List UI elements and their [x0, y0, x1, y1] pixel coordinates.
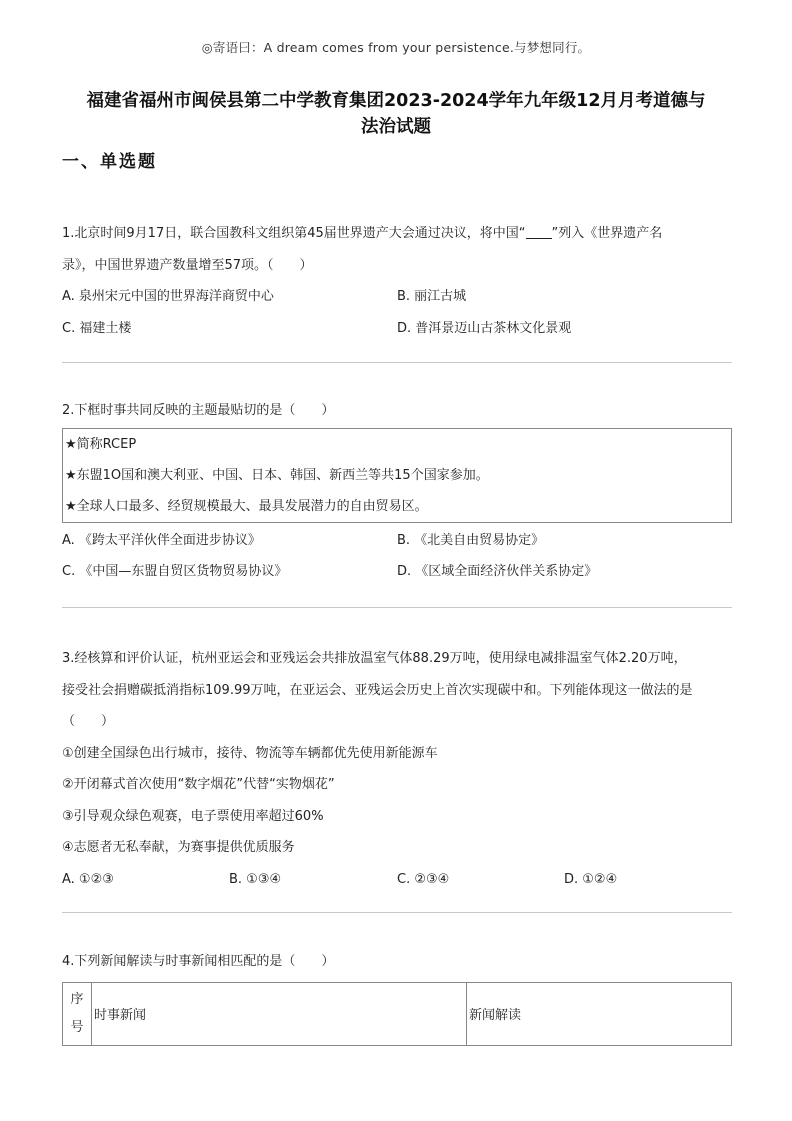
page-motto: ◎寄语曰：A dream comes from your persistence.与梦想同行。 — [201, 40, 591, 55]
info-box-line-2: ★东盟1O国和澳大利亚、中国、日本、韩国、新西兰等共15个国家参加。 — [65, 467, 489, 483]
question-1-option-a[interactable]: A. 泉州宋元中国的世界海洋商贸中心 — [62, 289, 274, 304]
question-2-options-row-2 — [62, 556, 732, 588]
question-2-option-c[interactable]: C. 《中国—东盟自贸区货物贸易协议》 — [62, 564, 288, 579]
title-line-2: 法治试题 — [361, 117, 431, 137]
question-3-option-a[interactable]: A. ①②③ — [62, 871, 114, 887]
question-1-stem-part-b: ”列入《世界遗产名 — [551, 226, 663, 241]
question-3-option-d[interactable]: D. ①②④ — [564, 871, 618, 887]
question-1-stem-line-1 — [62, 218, 732, 250]
question-4 — [62, 946, 732, 1046]
divider — [62, 912, 732, 913]
question-3-item-3: ③引导观众绿色观赛，电子票使用率超过60% — [62, 808, 324, 824]
column-header-news: 时事新闻 — [92, 982, 467, 1045]
section-heading: 一、单选题 — [62, 152, 157, 172]
question-2-option-a[interactable]: A. 《跨太平洋伙伴全面进步协议》 — [62, 532, 261, 548]
question-1-option-d[interactable]: D. 普洱景迈山古茶林文化景观 — [397, 320, 572, 336]
question-2 — [62, 395, 732, 588]
question-2-option-d[interactable]: D. 《区域全面经济伙伴关系协定》 — [397, 564, 598, 579]
question-1-stem-line-2: 录》，中国世界遗产数量增至57项。（ ） — [62, 257, 313, 273]
question-3-stem-line-1: 3.经核算和评价认证，杭州亚运会和亚残运会共排放温室气体88.29万吨，使用绿电减排温室气体2.20万吨， — [62, 651, 687, 666]
seq-header-line-2: 号 — [70, 1019, 84, 1035]
question-1 — [62, 218, 732, 344]
document-title — [50, 88, 742, 140]
column-header-interpretation: 新闻解读 — [467, 982, 732, 1045]
question-3-item-4: ④志愿者无私奉献，为赛事提供优质服务 — [62, 840, 295, 855]
question-3-options-row — [62, 864, 732, 896]
question-3-option-c[interactable]: C. ②③④ — [397, 871, 450, 887]
question-2-options-row-1 — [62, 525, 732, 557]
question-1-options-row-1 — [62, 281, 732, 313]
question-3-item-2: ②开闭幕式首次使用“数字烟花”代替“实物烟花” — [62, 777, 335, 792]
question-2-stem: 2.下框时事共同反映的主题最贴切的是（ ） — [62, 403, 335, 418]
column-header-seq — [63, 982, 92, 1045]
divider — [62, 362, 732, 363]
divider — [62, 607, 732, 608]
question-4-stem: 4.下列新闻解读与时事新闻相匹配的是（ ） — [62, 954, 335, 969]
question-3-item-1: ①创建全国绿色出行城市，接待、物流等车辆都优先使用新能源车 — [62, 745, 438, 761]
question-2-info-box — [62, 428, 732, 523]
seq-header-line-1: 序 — [70, 991, 84, 1007]
answer-blank — [526, 224, 552, 239]
news-table — [62, 982, 732, 1046]
question-1-stem-part-a: 1.北京时间9月17日，联合国教科文组织第45届世界遗产大会通过决议，将中国“ — [62, 226, 526, 241]
question-3-stem-line-3: （ ） — [62, 714, 115, 729]
question-1-option-c[interactable]: C. 福建土楼 — [62, 320, 132, 336]
question-3-stem-line-2: 接受社会捐赠碳抵消指标109.99万吨，在亚运会、亚残运会历史上首次实现碳中和。下列能体现这一做法的是 — [62, 682, 693, 698]
title-line-1: 福建省福州市闽侯县第二中学教育集团2023-2024学年九年级12月月考道德与 — [86, 91, 706, 111]
question-1-options-row-2 — [62, 313, 732, 345]
question-2-option-b[interactable]: B. 《北美自由贸易协定》 — [397, 532, 545, 548]
question-3-option-b[interactable]: B. ①③④ — [229, 871, 282, 887]
info-box-line-1: ★简称RCEP — [65, 436, 137, 452]
question-1-option-b[interactable]: B. 丽江古城 — [397, 289, 467, 304]
info-box-line-3: ★全球人口最多、经贸规模最大、最具发展潜力的自由贸易区。 — [65, 498, 428, 514]
question-3 — [62, 643, 732, 895]
table-header-row — [63, 982, 732, 1045]
